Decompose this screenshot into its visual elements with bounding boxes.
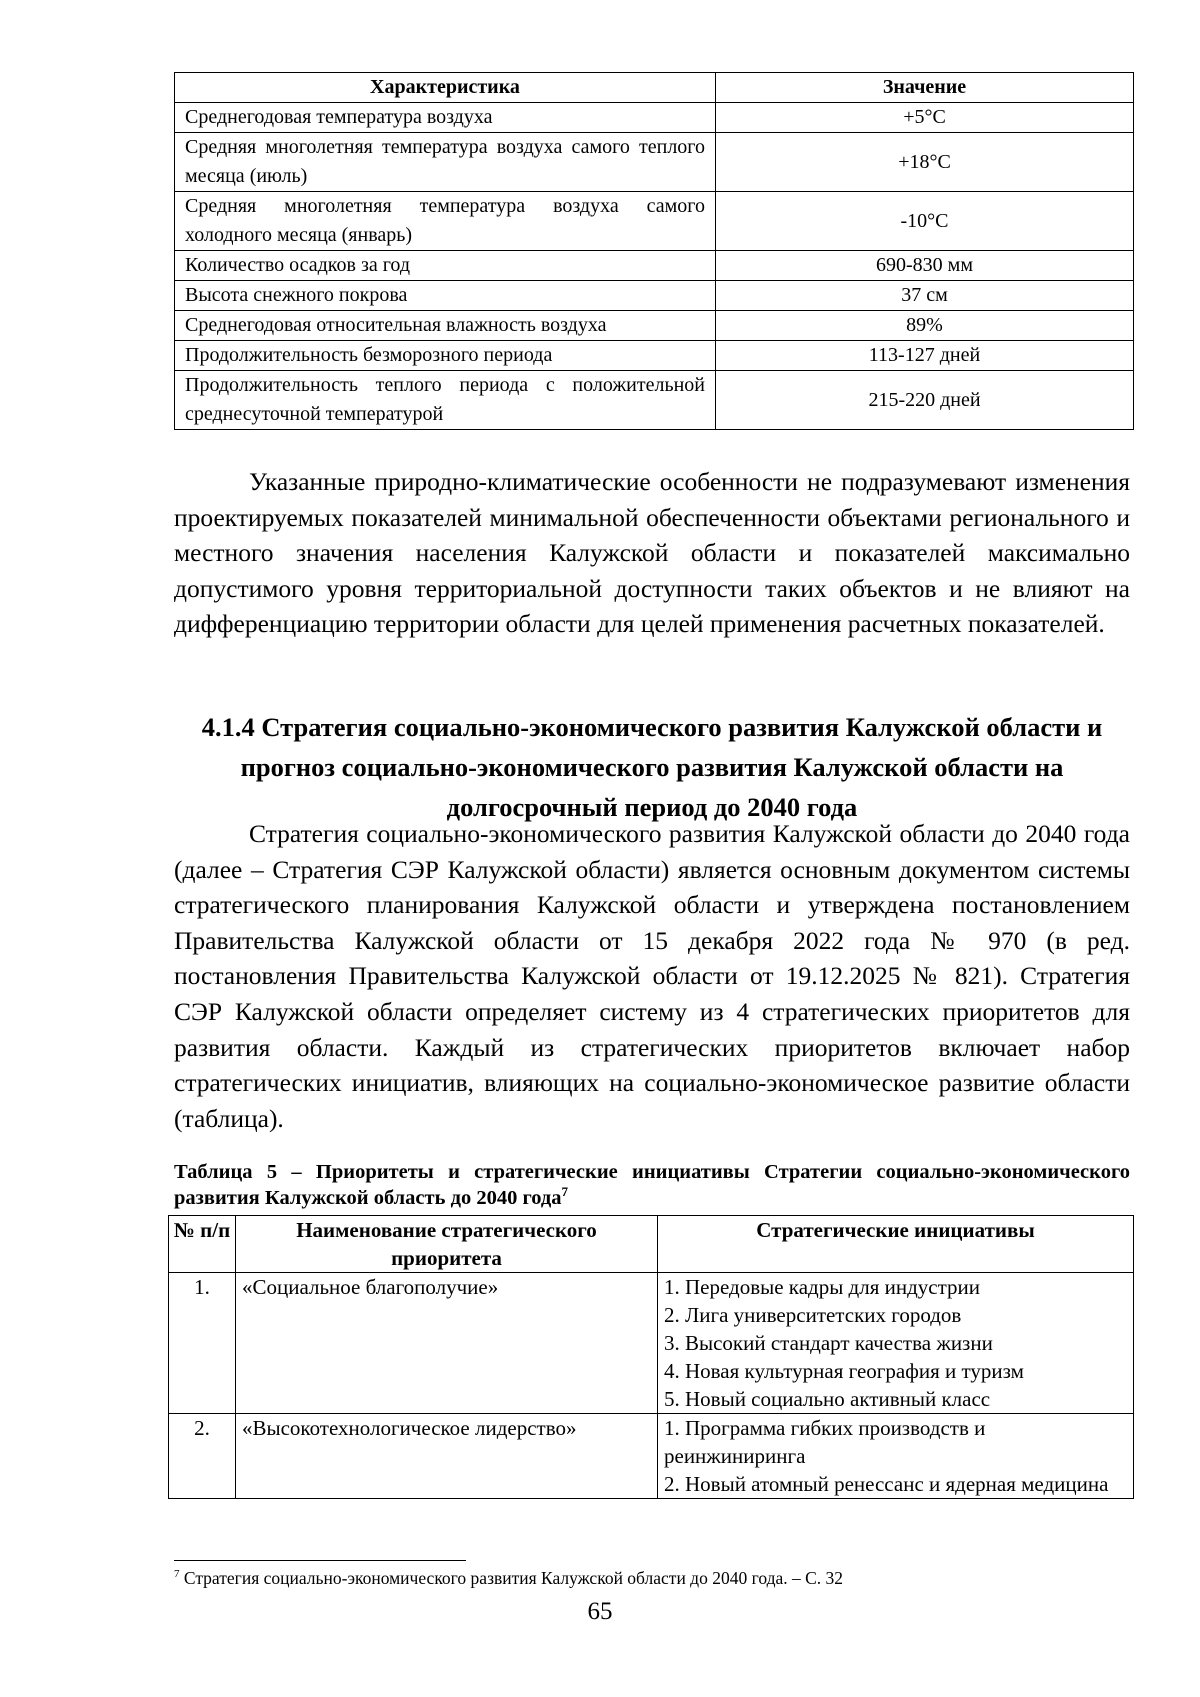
row-initiatives bbox=[658, 1273, 1134, 1414]
row-value: +18°C bbox=[716, 133, 1134, 192]
row-number: 1. bbox=[169, 1273, 236, 1414]
climate-paragraph: Указанные природно-климатические особенности не подразумевают изменения проектируемых показателей минимальной обеспеченности объектами регионального и местного значения населения Калужской области и показателей максимально допустимого уровня территориальной доступности таких объектов и не влияют на дифференциацию территории области для целей применения расчетных показателей. bbox=[174, 467, 1130, 639]
table-caption-text: Таблица 5 – Приоритеты и стратегические инициативы Стратегии социально-экономического развития Калужской область до 2040 года bbox=[174, 1161, 1130, 1209]
table-header-row bbox=[169, 1216, 1134, 1273]
list-item: 2. Новый атомный ренессанс и ядерная медицина bbox=[664, 1472, 1109, 1496]
strategy-paragraph: Стратегия социально-экономического развития Калужской области до 2040 года (далее – Стратегия СЭР Калужской области) является основным документом системы стратегического планирования Калужской области и утверждена постановлением Правительства Калужской области от 15 декабря 2022 года № 970 (в ред. постановления Правительства Калужской области от 19.12.2025 № 821). Стратегия СЭР Калужской области определяет систему из 4 стратегических приоритетов для развития области. Каждый из стратегических приоритетов включает набор стратегических инициатив, влияющих на социально-экономическое развитие области (таблица). bbox=[174, 819, 1130, 1133]
priorities-table bbox=[168, 1215, 1134, 1499]
footnote-marker: 7 bbox=[174, 1568, 180, 1581]
row-value: 113-127 дней bbox=[716, 341, 1134, 371]
row-value: 690-830 мм bbox=[716, 251, 1134, 281]
column-header-value: Значение bbox=[716, 73, 1134, 103]
row-value: -10°C bbox=[716, 192, 1134, 251]
list-item: 3. Высокий стандарт качества жизни bbox=[664, 1331, 993, 1355]
column-header-characteristic: Характеристика bbox=[175, 73, 716, 103]
row-number: 2. bbox=[169, 1414, 236, 1499]
row-initiatives bbox=[658, 1414, 1134, 1499]
column-header-priority-name: Наименование стратегического приоритета bbox=[236, 1216, 658, 1273]
row-label: Продолжительность безморозного периода bbox=[175, 341, 716, 371]
row-label: Количество осадков за год bbox=[175, 251, 716, 281]
footnote-ref: 7 bbox=[561, 1184, 569, 1200]
row-priority-name: «Высокотехнологическое лидерство» bbox=[236, 1414, 658, 1499]
row-label: Средняя многолетняя температура воздуха самого холодного месяца (январь) bbox=[175, 192, 716, 251]
climate-table bbox=[174, 72, 1134, 430]
row-priority-name: «Социальное благополучие» bbox=[236, 1273, 658, 1414]
row-value: 89% bbox=[716, 311, 1134, 341]
table-row bbox=[175, 251, 1134, 281]
footnote-separator bbox=[174, 1560, 466, 1561]
row-label: Продолжительность теплого периода с положительной среднесуточной температурой bbox=[175, 371, 716, 430]
table-header-row bbox=[175, 73, 1134, 103]
list-item: 1. Программа гибких производств и реинжиниринга bbox=[664, 1416, 986, 1468]
row-label: Среднегодовая температура воздуха bbox=[175, 103, 716, 133]
table-row bbox=[175, 133, 1134, 192]
list-item: 4. Новая культурная география и туризм bbox=[664, 1359, 1024, 1383]
list-item: 2. Лига университетских городов bbox=[664, 1303, 962, 1327]
row-value: 215-220 дней bbox=[716, 371, 1134, 430]
table-row bbox=[169, 1273, 1134, 1414]
row-label: Среднегодовая относительная влажность воздуха bbox=[175, 311, 716, 341]
column-header-initiatives: Стратегические инициативы bbox=[658, 1216, 1134, 1273]
list-item: 1. Передовые кадры для индустрии bbox=[664, 1275, 981, 1299]
page-number: 65 bbox=[587, 1598, 613, 1625]
row-label: Средняя многолетняя температура воздуха самого теплого месяца (июль) bbox=[175, 133, 716, 192]
footnote-text: Стратегия социально-экономического развития Калужской области до 2040 года. – С. 32 bbox=[183, 1568, 844, 1588]
table-caption bbox=[174, 1159, 1130, 1211]
list-item: 5. Новый социально активный класс bbox=[664, 1387, 991, 1411]
table-row bbox=[175, 311, 1134, 341]
footnote bbox=[174, 1566, 843, 1590]
table-row bbox=[175, 103, 1134, 133]
table-row bbox=[175, 192, 1134, 251]
table-row bbox=[169, 1414, 1134, 1499]
row-value: +5°C bbox=[716, 103, 1134, 133]
section-heading: 4.1.4 Стратегия социально-экономического развития Калужской области и прогноз социально-экономического развития Калужской области на долгосрочный период до 2040 года bbox=[201, 712, 1103, 822]
table-row bbox=[175, 371, 1134, 430]
column-header-number: № п/п bbox=[169, 1216, 236, 1273]
row-value: 37 см bbox=[716, 281, 1134, 311]
row-label: Высота снежного покрова bbox=[175, 281, 716, 311]
table-row bbox=[175, 281, 1134, 311]
table-row bbox=[175, 341, 1134, 371]
